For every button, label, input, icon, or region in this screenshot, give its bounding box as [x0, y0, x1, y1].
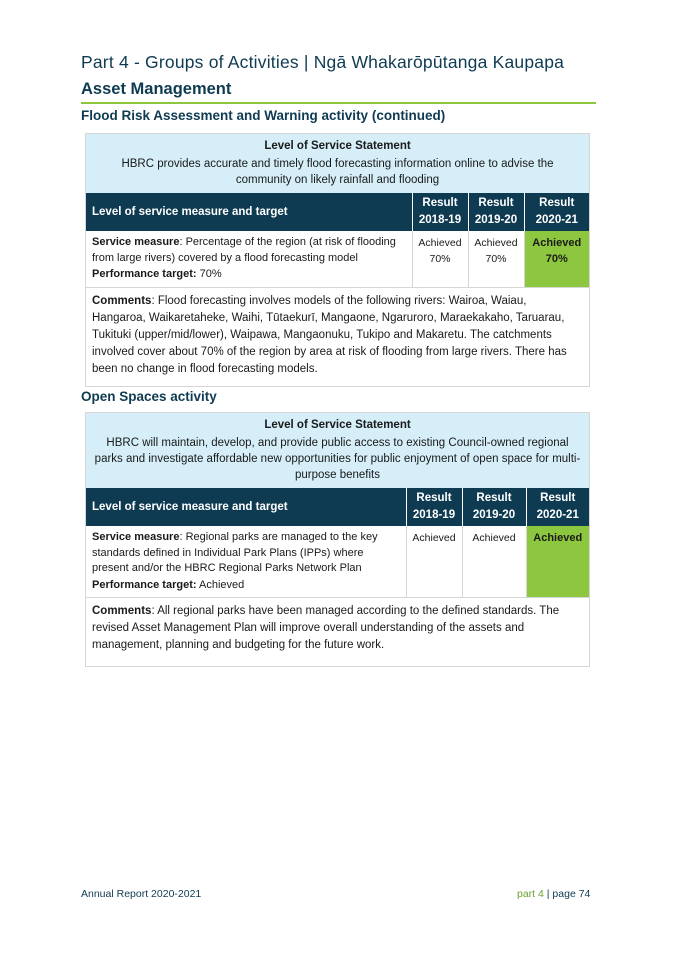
activity-title-flood: Flood Risk Assessment and Warning activity (continued) — [81, 108, 446, 123]
result-column-header: Result 2020-21 — [524, 193, 589, 231]
los-heading: Level of Service Statement — [264, 419, 411, 431]
footer-page-number: page 74 — [552, 888, 591, 900]
footer-report-title: Annual Report 2020-2021 — [81, 888, 202, 900]
los-statement-box — [86, 134, 589, 193]
part-title: Part 4 - Groups of Activities | Ngā Whakarōpūtanga Kaupapa — [81, 52, 565, 72]
footer-part: part 4 — [517, 888, 544, 900]
service-measure-cell: Service measure: Regional parks are managed to the key standards defined in Individual Park Plans (IPPs) where present and/or the HBRC Regional Parks Network Plan Performance target: Achieved — [92, 531, 378, 591]
comments-box: Comments: Flood forecasting involves models of the following rivers: Wairoa, Waiau, Hangaroa, Waikaretaheke, Waihi, Tūtaekurī, Mangaone, Ngaruroro, Maraekakaho, Taruarau, Tukituki (upper/mid/lower), Waipawa, Mangaonuku, Tukipo and Makaretu. The catchments involved cover about 70% of the region by area at risk of flooding from large rivers. There has been no change in flood forecasting models. — [86, 287, 589, 386]
result-column-header: Result 2020-21 — [526, 488, 589, 526]
measure-table — [86, 193, 589, 287]
result-cell: Achieved 70% — [468, 231, 524, 287]
result-cell: Achieved — [462, 526, 526, 597]
activity-title-open-spaces: Open Spaces activity — [81, 389, 217, 404]
table-header-row — [86, 193, 589, 231]
footer-page-info — [517, 888, 590, 900]
table-row — [86, 526, 589, 597]
result-cell-current: Achieved — [526, 526, 589, 597]
los-statement-box — [86, 413, 589, 488]
result-cell: Achieved 70% — [412, 231, 468, 287]
table-header-row — [86, 488, 589, 526]
los-statement: HBRC provides accurate and timely flood forecasting information online to advise the community on likely rainfall and flooding — [121, 158, 554, 186]
result-column-header: Result 2019-20 — [462, 488, 526, 526]
los-heading: Level of Service Statement — [264, 140, 411, 152]
flood-service-table — [85, 133, 590, 387]
result-column-header: Result 2018-19 — [412, 193, 468, 231]
footer-separator: | — [543, 888, 553, 900]
result-cell-current: Achieved 70% — [524, 231, 589, 287]
section-title: Asset Management — [81, 80, 232, 98]
result-cell: Achieved — [406, 526, 462, 597]
table-row — [86, 231, 589, 287]
measure-column-header: Level of service measure and target — [86, 488, 406, 526]
measure-column-header: Level of service measure and target — [86, 193, 412, 231]
section-divider — [81, 102, 596, 104]
comments-box: Comments: All regional parks have been managed according to the defined standards. The revised Asset Management Plan will improve overall understanding of the assets and management, planning and budgeting for the future work. — [86, 597, 589, 666]
measure-table — [86, 488, 589, 597]
open-spaces-service-table — [85, 412, 590, 667]
result-column-header: Result 2019-20 — [468, 193, 524, 231]
los-statement: HBRC will maintain, develop, and provide public access to existing Council-owned regional parks and investigate affordable new opportunities for public enjoyment of open space for multi-purpose benefits — [94, 437, 581, 481]
result-column-header: Result 2018-19 — [406, 488, 462, 526]
service-measure-cell: Service measure: Percentage of the region (at risk of flooding from large rivers) covered by a flood forecasting model Performance target: 70% — [92, 236, 396, 280]
